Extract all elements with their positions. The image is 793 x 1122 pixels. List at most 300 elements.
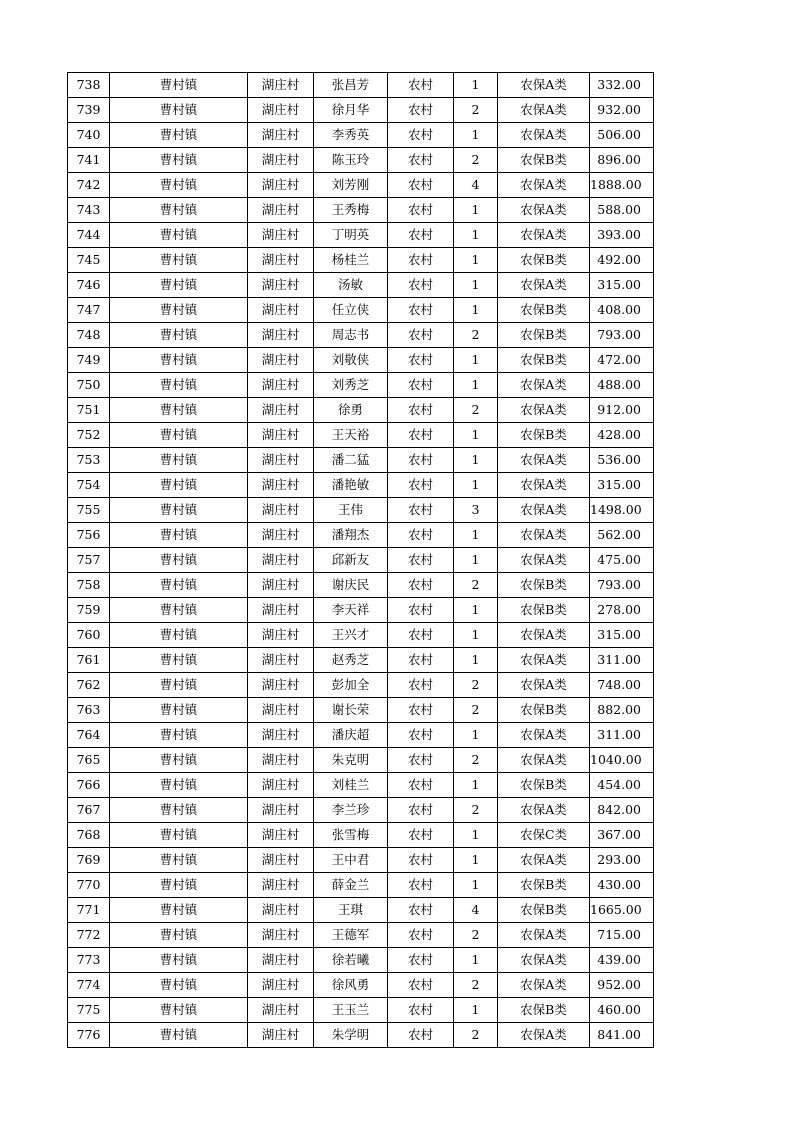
household-size-cell: 1 bbox=[454, 548, 498, 573]
row-number-cell: 749 bbox=[68, 348, 110, 373]
household-type-cell: 农村 bbox=[388, 498, 454, 523]
amount-cell: 793.00 bbox=[590, 573, 654, 598]
household-size-cell: 2 bbox=[454, 673, 498, 698]
name-cell: 徐月华 bbox=[314, 98, 388, 123]
name-cell: 丁明英 bbox=[314, 223, 388, 248]
row-number-cell: 760 bbox=[68, 623, 110, 648]
insurance-category-cell: 农保A类 bbox=[498, 173, 590, 198]
name-cell: 王琪 bbox=[314, 898, 388, 923]
household-size-cell: 1 bbox=[454, 273, 498, 298]
household-size-cell: 2 bbox=[454, 98, 498, 123]
table-body bbox=[68, 73, 654, 1048]
row-number-cell: 757 bbox=[68, 548, 110, 573]
name-cell: 朱克明 bbox=[314, 748, 388, 773]
town-cell: 曹村镇 bbox=[110, 873, 248, 898]
town-cell: 曹村镇 bbox=[110, 573, 248, 598]
household-size-cell: 1 bbox=[454, 123, 498, 148]
table-row bbox=[68, 698, 654, 723]
village-cell: 湖庄村 bbox=[248, 248, 314, 273]
town-cell: 曹村镇 bbox=[110, 723, 248, 748]
table-row bbox=[68, 1023, 654, 1048]
village-cell: 湖庄村 bbox=[248, 473, 314, 498]
row-number-cell: 761 bbox=[68, 648, 110, 673]
name-cell: 潘艳敏 bbox=[314, 473, 388, 498]
table-row bbox=[68, 573, 654, 598]
household-type-cell: 农村 bbox=[388, 473, 454, 498]
table-row bbox=[68, 673, 654, 698]
household-type-cell: 农村 bbox=[388, 723, 454, 748]
amount-cell: 315.00 bbox=[590, 473, 654, 498]
household-type-cell: 农村 bbox=[388, 423, 454, 448]
row-number-cell: 743 bbox=[68, 198, 110, 223]
row-number-cell: 742 bbox=[68, 173, 110, 198]
village-cell: 湖庄村 bbox=[248, 323, 314, 348]
insurance-category-cell: 农保B类 bbox=[498, 248, 590, 273]
household-size-cell: 1 bbox=[454, 848, 498, 873]
table-row bbox=[68, 323, 654, 348]
name-cell: 朱学明 bbox=[314, 1023, 388, 1048]
amount-cell: 1040.00 bbox=[590, 748, 654, 773]
row-number-cell: 755 bbox=[68, 498, 110, 523]
name-cell: 彭加全 bbox=[314, 673, 388, 698]
town-cell: 曹村镇 bbox=[110, 823, 248, 848]
insurance-category-cell: 农保B类 bbox=[498, 998, 590, 1023]
insurance-category-cell: 农保A类 bbox=[498, 73, 590, 98]
table-row bbox=[68, 423, 654, 448]
household-size-cell: 1 bbox=[454, 298, 498, 323]
amount-cell: 793.00 bbox=[590, 323, 654, 348]
household-type-cell: 农村 bbox=[388, 698, 454, 723]
village-cell: 湖庄村 bbox=[248, 273, 314, 298]
table-row bbox=[68, 98, 654, 123]
name-cell: 王玉兰 bbox=[314, 998, 388, 1023]
household-size-cell: 2 bbox=[454, 798, 498, 823]
amount-cell: 367.00 bbox=[590, 823, 654, 848]
row-number-cell: 767 bbox=[68, 798, 110, 823]
town-cell: 曹村镇 bbox=[110, 373, 248, 398]
table-row bbox=[68, 473, 654, 498]
insurance-category-cell: 农保A类 bbox=[498, 398, 590, 423]
town-cell: 曹村镇 bbox=[110, 198, 248, 223]
amount-cell: 912.00 bbox=[590, 398, 654, 423]
household-type-cell: 农村 bbox=[388, 573, 454, 598]
town-cell: 曹村镇 bbox=[110, 798, 248, 823]
amount-cell: 841.00 bbox=[590, 1023, 654, 1048]
household-size-cell: 1 bbox=[454, 248, 498, 273]
town-cell: 曹村镇 bbox=[110, 148, 248, 173]
table-row bbox=[68, 723, 654, 748]
name-cell: 任立侠 bbox=[314, 298, 388, 323]
village-cell: 湖庄村 bbox=[248, 623, 314, 648]
village-cell: 湖庄村 bbox=[248, 698, 314, 723]
name-cell: 刘桂兰 bbox=[314, 773, 388, 798]
amount-cell: 311.00 bbox=[590, 723, 654, 748]
household-type-cell: 农村 bbox=[388, 998, 454, 1023]
insurance-category-cell: 农保B类 bbox=[498, 698, 590, 723]
amount-cell: 460.00 bbox=[590, 998, 654, 1023]
row-number-cell: 772 bbox=[68, 923, 110, 948]
village-cell: 湖庄村 bbox=[248, 398, 314, 423]
name-cell: 刘敬侠 bbox=[314, 348, 388, 373]
insurance-category-cell: 农保C类 bbox=[498, 823, 590, 848]
amount-cell: 506.00 bbox=[590, 123, 654, 148]
household-type-cell: 农村 bbox=[388, 123, 454, 148]
town-cell: 曹村镇 bbox=[110, 923, 248, 948]
insurance-category-cell: 农保A类 bbox=[498, 723, 590, 748]
village-cell: 湖庄村 bbox=[248, 648, 314, 673]
table-row bbox=[68, 498, 654, 523]
household-type-cell: 农村 bbox=[388, 223, 454, 248]
row-number-cell: 773 bbox=[68, 948, 110, 973]
village-cell: 湖庄村 bbox=[248, 373, 314, 398]
town-cell: 曹村镇 bbox=[110, 98, 248, 123]
table-row bbox=[68, 223, 654, 248]
village-cell: 湖庄村 bbox=[248, 948, 314, 973]
household-type-cell: 农村 bbox=[388, 323, 454, 348]
town-cell: 曹村镇 bbox=[110, 323, 248, 348]
household-size-cell: 1 bbox=[454, 448, 498, 473]
name-cell: 徐风勇 bbox=[314, 973, 388, 998]
village-cell: 湖庄村 bbox=[248, 823, 314, 848]
village-cell: 湖庄村 bbox=[248, 573, 314, 598]
table-row bbox=[68, 248, 654, 273]
household-type-cell: 农村 bbox=[388, 248, 454, 273]
amount-cell: 1888.00 bbox=[590, 173, 654, 198]
town-cell: 曹村镇 bbox=[110, 598, 248, 623]
town-cell: 曹村镇 bbox=[110, 548, 248, 573]
amount-cell: 315.00 bbox=[590, 273, 654, 298]
town-cell: 曹村镇 bbox=[110, 973, 248, 998]
household-type-cell: 农村 bbox=[388, 848, 454, 873]
household-size-cell: 1 bbox=[454, 373, 498, 398]
row-number-cell: 775 bbox=[68, 998, 110, 1023]
name-cell: 张雪梅 bbox=[314, 823, 388, 848]
name-cell: 邱新友 bbox=[314, 548, 388, 573]
village-cell: 湖庄村 bbox=[248, 923, 314, 948]
amount-cell: 315.00 bbox=[590, 623, 654, 648]
insurance-category-cell: 农保A类 bbox=[498, 523, 590, 548]
household-size-cell: 1 bbox=[454, 348, 498, 373]
name-cell: 陈玉玲 bbox=[314, 148, 388, 173]
insurance-category-cell: 农保A类 bbox=[498, 123, 590, 148]
table-row bbox=[68, 348, 654, 373]
village-cell: 湖庄村 bbox=[248, 798, 314, 823]
table-row bbox=[68, 873, 654, 898]
name-cell: 刘芳刚 bbox=[314, 173, 388, 198]
row-number-cell: 768 bbox=[68, 823, 110, 848]
household-size-cell: 1 bbox=[454, 998, 498, 1023]
table-row bbox=[68, 848, 654, 873]
insurance-category-cell: 农保B类 bbox=[498, 323, 590, 348]
village-cell: 湖庄村 bbox=[248, 173, 314, 198]
table-row bbox=[68, 798, 654, 823]
village-cell: 湖庄村 bbox=[248, 73, 314, 98]
insurance-category-cell: 农保A类 bbox=[498, 1023, 590, 1048]
name-cell: 王天裕 bbox=[314, 423, 388, 448]
insurance-category-cell: 农保B类 bbox=[498, 423, 590, 448]
village-cell: 湖庄村 bbox=[248, 98, 314, 123]
name-cell: 周志书 bbox=[314, 323, 388, 348]
row-number-cell: 744 bbox=[68, 223, 110, 248]
village-cell: 湖庄村 bbox=[248, 898, 314, 923]
row-number-cell: 762 bbox=[68, 673, 110, 698]
insurance-category-cell: 农保B类 bbox=[498, 573, 590, 598]
town-cell: 曹村镇 bbox=[110, 748, 248, 773]
household-type-cell: 农村 bbox=[388, 648, 454, 673]
town-cell: 曹村镇 bbox=[110, 673, 248, 698]
household-size-cell: 1 bbox=[454, 598, 498, 623]
town-cell: 曹村镇 bbox=[110, 623, 248, 648]
town-cell: 曹村镇 bbox=[110, 948, 248, 973]
name-cell: 徐勇 bbox=[314, 398, 388, 423]
household-type-cell: 农村 bbox=[388, 873, 454, 898]
insurance-category-cell: 农保A类 bbox=[498, 198, 590, 223]
insurance-category-cell: 农保A类 bbox=[498, 223, 590, 248]
town-cell: 曹村镇 bbox=[110, 473, 248, 498]
household-type-cell: 农村 bbox=[388, 823, 454, 848]
village-cell: 湖庄村 bbox=[248, 523, 314, 548]
household-type-cell: 农村 bbox=[388, 298, 454, 323]
table-row bbox=[68, 823, 654, 848]
household-size-cell: 1 bbox=[454, 473, 498, 498]
name-cell: 谢庆民 bbox=[314, 573, 388, 598]
household-type-cell: 农村 bbox=[388, 748, 454, 773]
table-row bbox=[68, 923, 654, 948]
row-number-cell: 746 bbox=[68, 273, 110, 298]
row-number-cell: 770 bbox=[68, 873, 110, 898]
amount-cell: 1498.00 bbox=[590, 498, 654, 523]
town-cell: 曹村镇 bbox=[110, 348, 248, 373]
insurance-category-cell: 农保A类 bbox=[498, 623, 590, 648]
row-number-cell: 753 bbox=[68, 448, 110, 473]
household-type-cell: 农村 bbox=[388, 598, 454, 623]
table-row bbox=[68, 73, 654, 98]
village-cell: 湖庄村 bbox=[248, 773, 314, 798]
amount-cell: 472.00 bbox=[590, 348, 654, 373]
insurance-category-cell: 农保A类 bbox=[498, 973, 590, 998]
town-cell: 曹村镇 bbox=[110, 523, 248, 548]
table-row bbox=[68, 398, 654, 423]
town-cell: 曹村镇 bbox=[110, 273, 248, 298]
household-type-cell: 农村 bbox=[388, 398, 454, 423]
table-row bbox=[68, 373, 654, 398]
insurance-category-cell: 农保A类 bbox=[498, 798, 590, 823]
household-size-cell: 1 bbox=[454, 873, 498, 898]
amount-cell: 311.00 bbox=[590, 648, 654, 673]
name-cell: 薛金兰 bbox=[314, 873, 388, 898]
household-size-cell: 1 bbox=[454, 823, 498, 848]
household-type-cell: 农村 bbox=[388, 73, 454, 98]
household-size-cell: 1 bbox=[454, 223, 498, 248]
insurance-category-cell: 农保B类 bbox=[498, 873, 590, 898]
village-cell: 湖庄村 bbox=[248, 198, 314, 223]
row-number-cell: 776 bbox=[68, 1023, 110, 1048]
town-cell: 曹村镇 bbox=[110, 298, 248, 323]
household-type-cell: 农村 bbox=[388, 773, 454, 798]
amount-cell: 896.00 bbox=[590, 148, 654, 173]
town-cell: 曹村镇 bbox=[110, 173, 248, 198]
town-cell: 曹村镇 bbox=[110, 73, 248, 98]
name-cell: 王秀梅 bbox=[314, 198, 388, 223]
row-number-cell: 745 bbox=[68, 248, 110, 273]
amount-cell: 439.00 bbox=[590, 948, 654, 973]
village-cell: 湖庄村 bbox=[248, 148, 314, 173]
insurance-category-cell: 农保B类 bbox=[498, 298, 590, 323]
amount-cell: 588.00 bbox=[590, 198, 654, 223]
insurance-category-cell: 农保A类 bbox=[498, 948, 590, 973]
name-cell: 李兰珍 bbox=[314, 798, 388, 823]
table-row bbox=[68, 298, 654, 323]
village-cell: 湖庄村 bbox=[248, 123, 314, 148]
village-cell: 湖庄村 bbox=[248, 223, 314, 248]
household-size-cell: 4 bbox=[454, 173, 498, 198]
household-type-cell: 农村 bbox=[388, 623, 454, 648]
amount-cell: 293.00 bbox=[590, 848, 654, 873]
household-type-cell: 农村 bbox=[388, 523, 454, 548]
town-cell: 曹村镇 bbox=[110, 248, 248, 273]
table-row bbox=[68, 898, 654, 923]
name-cell: 王德军 bbox=[314, 923, 388, 948]
name-cell: 汤敏 bbox=[314, 273, 388, 298]
household-size-cell: 2 bbox=[454, 573, 498, 598]
village-cell: 湖庄村 bbox=[248, 448, 314, 473]
amount-cell: 932.00 bbox=[590, 98, 654, 123]
row-number-cell: 741 bbox=[68, 148, 110, 173]
amount-cell: 715.00 bbox=[590, 923, 654, 948]
amount-cell: 952.00 bbox=[590, 973, 654, 998]
row-number-cell: 758 bbox=[68, 573, 110, 598]
insurance-category-cell: 农保A类 bbox=[498, 373, 590, 398]
row-number-cell: 748 bbox=[68, 323, 110, 348]
table-row bbox=[68, 648, 654, 673]
assistance-roster-table bbox=[67, 72, 654, 1048]
household-size-cell: 1 bbox=[454, 523, 498, 548]
row-number-cell: 747 bbox=[68, 298, 110, 323]
insurance-category-cell: 农保A类 bbox=[498, 923, 590, 948]
table-row bbox=[68, 173, 654, 198]
household-type-cell: 农村 bbox=[388, 198, 454, 223]
village-cell: 湖庄村 bbox=[248, 673, 314, 698]
household-size-cell: 1 bbox=[454, 773, 498, 798]
insurance-category-cell: 农保B类 bbox=[498, 348, 590, 373]
name-cell: 李秀英 bbox=[314, 123, 388, 148]
name-cell: 刘秀芝 bbox=[314, 373, 388, 398]
town-cell: 曹村镇 bbox=[110, 898, 248, 923]
household-size-cell: 2 bbox=[454, 148, 498, 173]
household-size-cell: 4 bbox=[454, 898, 498, 923]
town-cell: 曹村镇 bbox=[110, 848, 248, 873]
table-row bbox=[68, 598, 654, 623]
row-number-cell: 739 bbox=[68, 98, 110, 123]
household-size-cell: 1 bbox=[454, 723, 498, 748]
household-size-cell: 1 bbox=[454, 198, 498, 223]
household-type-cell: 农村 bbox=[388, 898, 454, 923]
row-number-cell: 769 bbox=[68, 848, 110, 873]
amount-cell: 278.00 bbox=[590, 598, 654, 623]
name-cell: 潘翔杰 bbox=[314, 523, 388, 548]
household-type-cell: 农村 bbox=[388, 373, 454, 398]
table-row bbox=[68, 148, 654, 173]
household-type-cell: 农村 bbox=[388, 273, 454, 298]
household-type-cell: 农村 bbox=[388, 548, 454, 573]
village-cell: 湖庄村 bbox=[248, 998, 314, 1023]
village-cell: 湖庄村 bbox=[248, 548, 314, 573]
name-cell: 徐若曦 bbox=[314, 948, 388, 973]
household-size-cell: 2 bbox=[454, 323, 498, 348]
amount-cell: 842.00 bbox=[590, 798, 654, 823]
village-cell: 湖庄村 bbox=[248, 723, 314, 748]
insurance-category-cell: 农保A类 bbox=[498, 748, 590, 773]
insurance-category-cell: 农保A类 bbox=[498, 448, 590, 473]
table-row bbox=[68, 973, 654, 998]
insurance-category-cell: 农保A类 bbox=[498, 848, 590, 873]
name-cell: 张昌芳 bbox=[314, 73, 388, 98]
name-cell: 王中君 bbox=[314, 848, 388, 873]
town-cell: 曹村镇 bbox=[110, 998, 248, 1023]
row-number-cell: 752 bbox=[68, 423, 110, 448]
insurance-category-cell: 农保A类 bbox=[498, 673, 590, 698]
name-cell: 潘庆超 bbox=[314, 723, 388, 748]
row-number-cell: 771 bbox=[68, 898, 110, 923]
insurance-category-cell: 农保A类 bbox=[498, 98, 590, 123]
row-number-cell: 764 bbox=[68, 723, 110, 748]
town-cell: 曹村镇 bbox=[110, 698, 248, 723]
village-cell: 湖庄村 bbox=[248, 1023, 314, 1048]
amount-cell: 536.00 bbox=[590, 448, 654, 473]
town-cell: 曹村镇 bbox=[110, 498, 248, 523]
household-size-cell: 1 bbox=[454, 648, 498, 673]
household-type-cell: 农村 bbox=[388, 448, 454, 473]
insurance-category-cell: 农保A类 bbox=[498, 498, 590, 523]
amount-cell: 430.00 bbox=[590, 873, 654, 898]
household-size-cell: 2 bbox=[454, 748, 498, 773]
row-number-cell: 763 bbox=[68, 698, 110, 723]
household-size-cell: 2 bbox=[454, 698, 498, 723]
household-type-cell: 农村 bbox=[388, 798, 454, 823]
household-type-cell: 农村 bbox=[388, 348, 454, 373]
table-row bbox=[68, 273, 654, 298]
amount-cell: 1665.00 bbox=[590, 898, 654, 923]
household-size-cell: 3 bbox=[454, 498, 498, 523]
town-cell: 曹村镇 bbox=[110, 223, 248, 248]
household-size-cell: 1 bbox=[454, 423, 498, 448]
table-row bbox=[68, 548, 654, 573]
household-type-cell: 农村 bbox=[388, 973, 454, 998]
town-cell: 曹村镇 bbox=[110, 1023, 248, 1048]
row-number-cell: 774 bbox=[68, 973, 110, 998]
insurance-category-cell: 农保A类 bbox=[498, 648, 590, 673]
village-cell: 湖庄村 bbox=[248, 298, 314, 323]
town-cell: 曹村镇 bbox=[110, 648, 248, 673]
amount-cell: 454.00 bbox=[590, 773, 654, 798]
table-row bbox=[68, 523, 654, 548]
village-cell: 湖庄村 bbox=[248, 423, 314, 448]
household-type-cell: 农村 bbox=[388, 923, 454, 948]
name-cell: 谢长荣 bbox=[314, 698, 388, 723]
insurance-category-cell: 农保B类 bbox=[498, 773, 590, 798]
household-type-cell: 农村 bbox=[388, 948, 454, 973]
row-number-cell: 766 bbox=[68, 773, 110, 798]
insurance-category-cell: 农保A类 bbox=[498, 473, 590, 498]
amount-cell: 475.00 bbox=[590, 548, 654, 573]
table-row bbox=[68, 773, 654, 798]
insurance-category-cell: 农保A类 bbox=[498, 273, 590, 298]
town-cell: 曹村镇 bbox=[110, 398, 248, 423]
town-cell: 曹村镇 bbox=[110, 423, 248, 448]
name-cell: 王兴才 bbox=[314, 623, 388, 648]
town-cell: 曹村镇 bbox=[110, 123, 248, 148]
table-row bbox=[68, 748, 654, 773]
